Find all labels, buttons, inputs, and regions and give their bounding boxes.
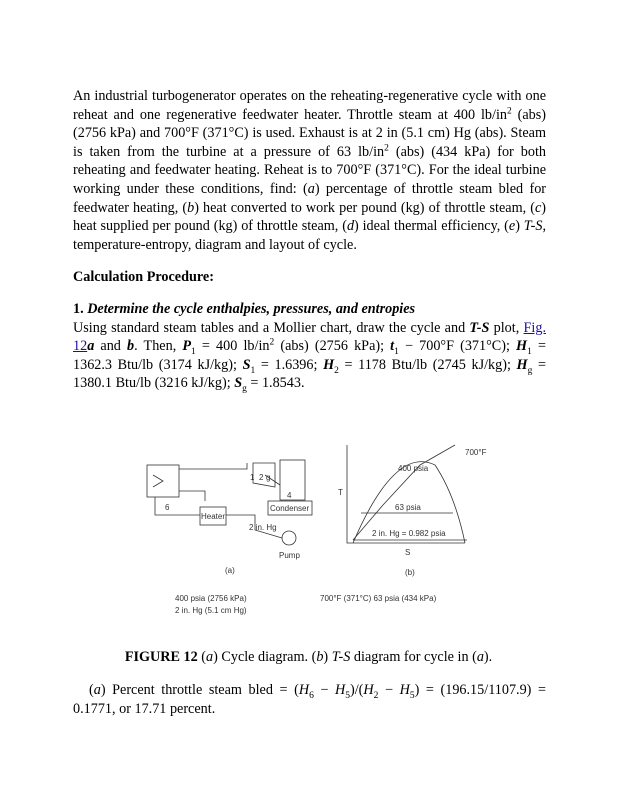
t-axis-label: T <box>338 488 343 497</box>
pump-circle <box>282 531 296 545</box>
node-g-label: g <box>266 473 271 482</box>
steam-line <box>179 463 247 469</box>
boiler-coil <box>153 475 163 487</box>
legend-b: 700°F (371°C) 63 psia (434 kPa) <box>320 594 437 603</box>
node-1-label: 1 <box>250 473 255 482</box>
panel-b-label: (b) <box>405 568 415 577</box>
figure-caption: FIGURE 12 (a) Cycle diagram. (b) T-S diagram for cycle in (a). <box>124 649 493 665</box>
node-4-label: 4 <box>287 491 292 500</box>
result-a <box>73 681 546 718</box>
step-1: 1. Determine the cycle enthalpies, pressures, and entropies Using standard steam tables and a Mollier chart, draw the cycle and T-S plot, Fig. 12a and b. Then, $P_1 = 400$ $lb/in^2$ (abs) (2756 kPa); $t_1 - 700^\circ F$ (371°C); $H_1 = 1362.3$ Btu/lb (3174 kJ/kg); $S_1 = 1.6396$; $H_2 = 1178$ Btu/lb (2745 kJ/kg); $H_g = 1380.1$ Btu/lb (3216 kJ/kg); $S_g = 1.8543$. <box>73 300 546 395</box>
pump-label: Pump <box>279 551 300 560</box>
problem-statement: An industrial turbogenerator operates on the reheating-regenerative cycle with one reheat and one regenerative feedwater heater. Throttle steam at 400 $lb/in^2$ (abs) (2756 kPa) and 700°F (371°C) is used. Exhaust is at 2 in (5.1 cm) Hg (abs). Steam is taken from the turbine at a pressure of 63 $lb/in^2$ (abs) (434 kPa) for both reheating and feedwater heating. Reheat is to 700°F (371°C). For the ideal turbine working under these conditions, find: (a) percentage of throttle steam bled for feedwater heating, (b) heat converted to work per pound (kg) of throttle steam, (c) heat supplied per pound (kg) of throttle steam, (d) ideal thermal efficiency, (e) T-S, temperature-entropy, diagram and layout of cycle. <box>73 88 547 253</box>
legend-a-line2: 2 in. Hg (5.1 cm Hg) <box>175 606 247 615</box>
node-2-label: 2 <box>259 473 264 482</box>
cycle-path <box>353 445 455 540</box>
legend-a-line1: 400 psia (2756 kPa) <box>175 594 247 603</box>
condenser-label: Condenser <box>270 504 310 513</box>
deg-700-label: 700°F <box>465 448 487 457</box>
result-a-text: (a) Percent throttle steam bled = $(H_6 - H_5)/(H_2 - H_5) = (196.15/1107.9) = 0.1771$, or 17.71 percent. <box>73 682 546 717</box>
node-6-label: 6 <box>165 503 170 512</box>
turbine-box <box>280 460 305 500</box>
calculation-heading: Calculation Procedure: <box>73 269 214 286</box>
two-in-hg-label: 2 in. Hg <box>249 523 277 532</box>
return-line <box>155 497 200 515</box>
document-body <box>73 87 546 393</box>
figure-12-link[interactable]: Fig. 12 <box>73 319 546 355</box>
panel-a-label: (a) <box>225 566 235 575</box>
figure-12 <box>135 435 487 625</box>
heater-label: Heater <box>201 512 226 521</box>
s-axis-label: S <box>405 548 411 557</box>
psia-63-label: 63 psia <box>395 503 421 512</box>
psia-400-label: 400 psia <box>398 464 429 473</box>
cycle-diagram <box>147 460 312 545</box>
two-in-hg-psia-label: 2 in. Hg = 0.982 psia <box>372 529 446 538</box>
turbine-shape <box>253 463 275 487</box>
reheat-line <box>179 491 205 501</box>
